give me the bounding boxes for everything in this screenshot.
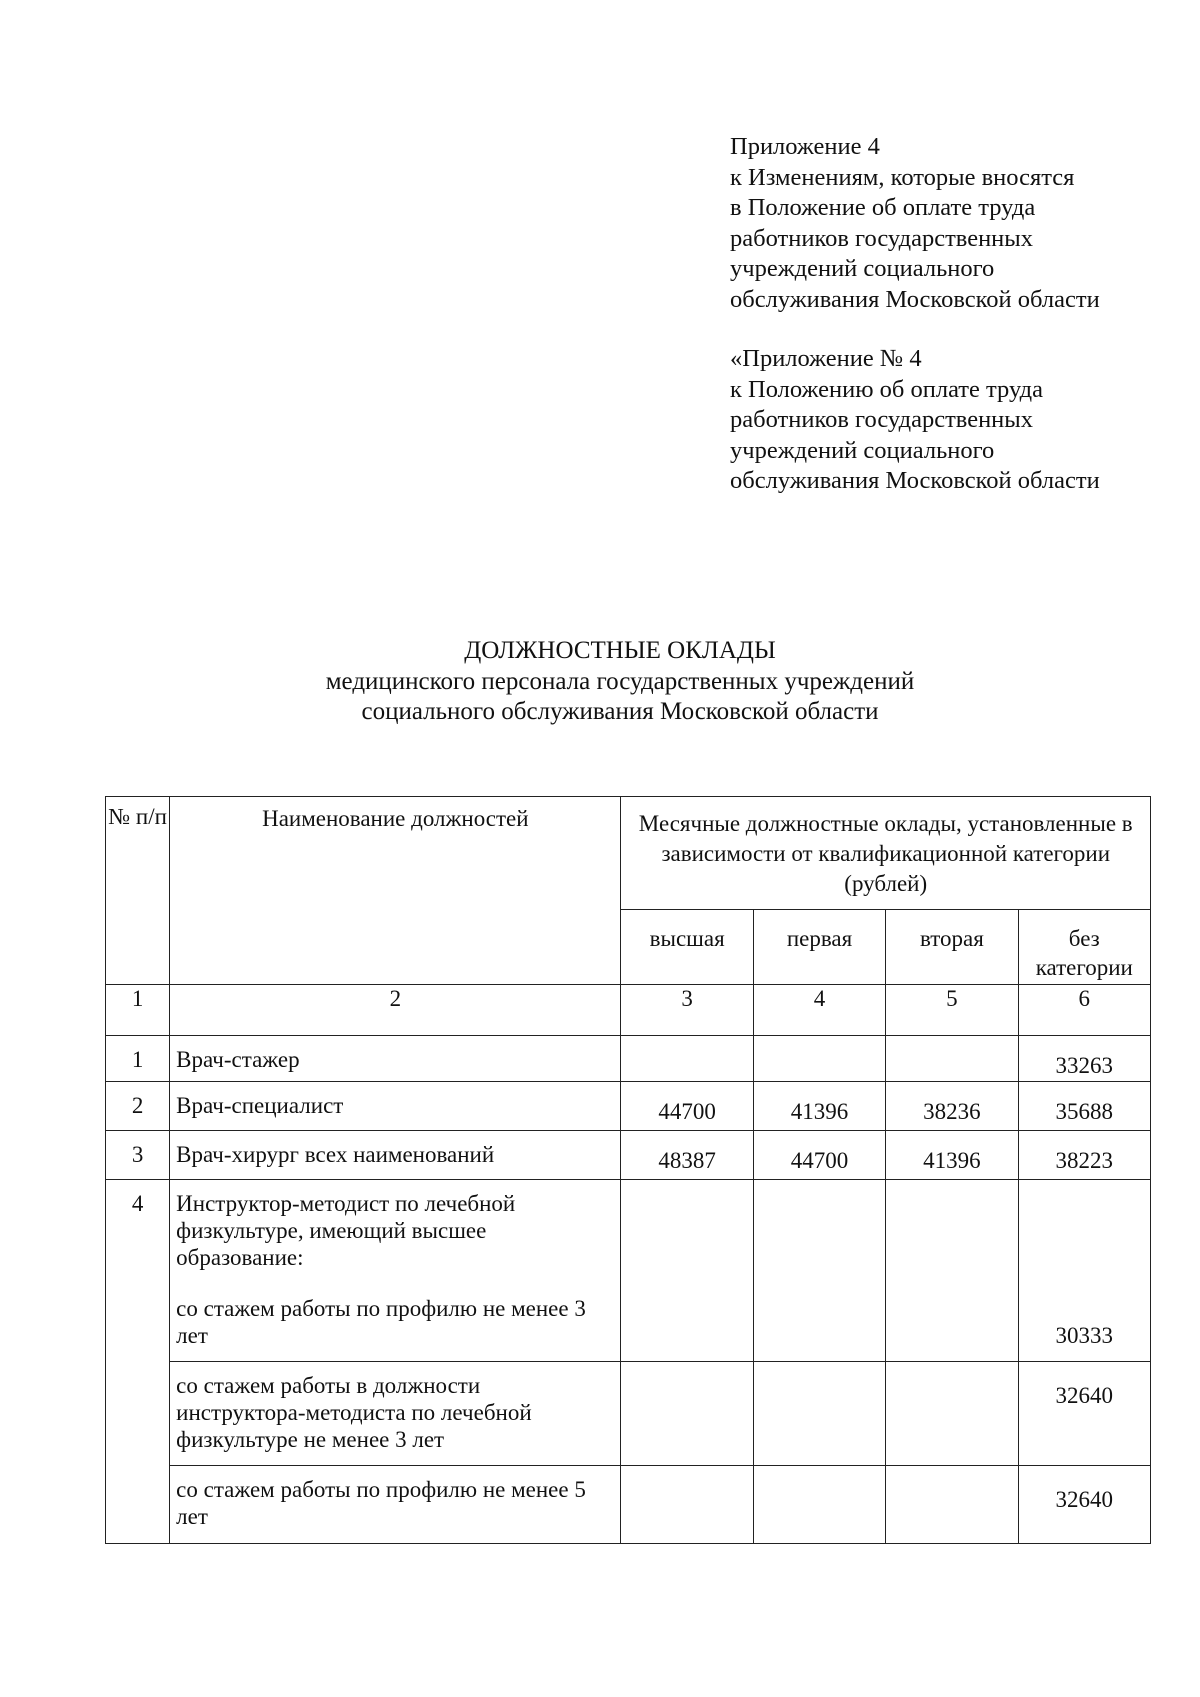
annex-reference-original xyxy=(730,344,1100,497)
annex-reference-current xyxy=(730,132,1100,315)
row-value xyxy=(621,1180,753,1362)
row-value: 35688 xyxy=(1018,1082,1150,1131)
row-num: 4 xyxy=(106,1180,170,1544)
row-position-name: Врач-специалист xyxy=(170,1082,621,1131)
header-category-second: вторая xyxy=(886,910,1018,985)
column-index: 6 xyxy=(1018,985,1150,1036)
row-value xyxy=(886,1362,1018,1466)
row-value xyxy=(753,1362,885,1466)
annex-line: обслуживания Московской области xyxy=(730,467,1100,494)
row-value: 30333 xyxy=(1018,1180,1150,1362)
row-value: 38236 xyxy=(886,1082,1018,1131)
annex-line: работников государственных xyxy=(730,224,1034,252)
header-salary-group: Месячные должностные оклады, установленные в зависимости от квалификационной категории (рублей) xyxy=(621,797,1151,910)
row-num: 3 xyxy=(106,1131,170,1180)
salary-table xyxy=(105,796,1151,1544)
row-value xyxy=(621,1362,753,1466)
title-line: медицинского персонала государственных учреждений xyxy=(325,667,915,695)
column-index-row xyxy=(106,985,1151,1036)
header-category-none: без категории xyxy=(1018,910,1150,985)
row-value xyxy=(621,1466,753,1544)
position-condition: со стажем работы по профилю не менее 5 лет xyxy=(170,1466,621,1544)
position-condition: со стажем работы в должности инструктора-методиста по лечебной физкультуре не менее 3 лет xyxy=(170,1362,621,1466)
column-index: 3 xyxy=(621,985,753,1036)
row-value xyxy=(886,1466,1018,1544)
row-value xyxy=(621,1036,753,1082)
column-index: 5 xyxy=(886,985,1018,1036)
header-name: Наименование должностей xyxy=(170,797,621,985)
row-value: 44700 xyxy=(621,1082,753,1131)
header-category-first: первая xyxy=(753,910,885,985)
row-value xyxy=(753,1180,885,1362)
annex-line: учреждений социального xyxy=(730,436,995,464)
row-value: 38223 xyxy=(1018,1131,1150,1180)
row-value: 41396 xyxy=(886,1131,1018,1180)
column-index: 4 xyxy=(753,985,885,1036)
column-index: 1 xyxy=(106,985,170,1036)
table-row xyxy=(106,1466,1151,1544)
annex-line: в Положение об оплате труда xyxy=(730,194,1036,221)
position-intro: Инструктор-методист по лечебной физкультуре, имеющий высшее образование: xyxy=(176,1191,516,1270)
annex-line: «Приложение № 4 xyxy=(730,345,922,372)
annex-line: к Положению об оплате труда xyxy=(730,375,1043,403)
annex-line: работников государственных xyxy=(730,406,1034,433)
title-line: ДОЛЖНОСТНЫЕ ОКЛАДЫ xyxy=(464,637,776,664)
row-position-name xyxy=(170,1180,621,1362)
table-row xyxy=(106,1180,1151,1362)
document-title xyxy=(0,636,1200,728)
row-value xyxy=(753,1466,885,1544)
table-row xyxy=(106,1362,1151,1466)
title-line: социального обслуживания Московской области xyxy=(361,698,879,725)
position-condition: со стажем работы по профилю не менее 3 лет xyxy=(176,1296,586,1348)
table-row xyxy=(106,1082,1151,1131)
header-row xyxy=(106,797,1151,910)
annex-line: учреждений социального xyxy=(730,255,995,282)
row-value: 32640 xyxy=(1018,1362,1150,1466)
annex-line: к Изменениям, которые вносятся xyxy=(730,163,1075,191)
table-row xyxy=(106,1036,1151,1082)
row-position-name: Врач-хирург всех наименований xyxy=(170,1131,621,1180)
row-position-name: Врач-стажер xyxy=(170,1036,621,1082)
row-value: 41396 xyxy=(753,1082,885,1131)
column-index: 2 xyxy=(170,985,621,1036)
annex-line: Приложение 4 xyxy=(730,133,880,160)
row-value: 33263 xyxy=(1018,1036,1150,1082)
row-num: 1 xyxy=(106,1036,170,1082)
row-value: 48387 xyxy=(621,1131,753,1180)
header-category-highest: высшая xyxy=(621,910,753,985)
header-num: № п/п xyxy=(106,797,170,985)
row-num: 2 xyxy=(106,1082,170,1131)
row-value xyxy=(753,1036,885,1082)
row-value: 44700 xyxy=(753,1131,885,1180)
annex-line: обслуживания Московской области xyxy=(730,285,1100,313)
table-row xyxy=(106,1131,1151,1180)
row-value: 32640 xyxy=(1018,1466,1150,1544)
row-value xyxy=(886,1036,1018,1082)
row-value xyxy=(886,1180,1018,1362)
